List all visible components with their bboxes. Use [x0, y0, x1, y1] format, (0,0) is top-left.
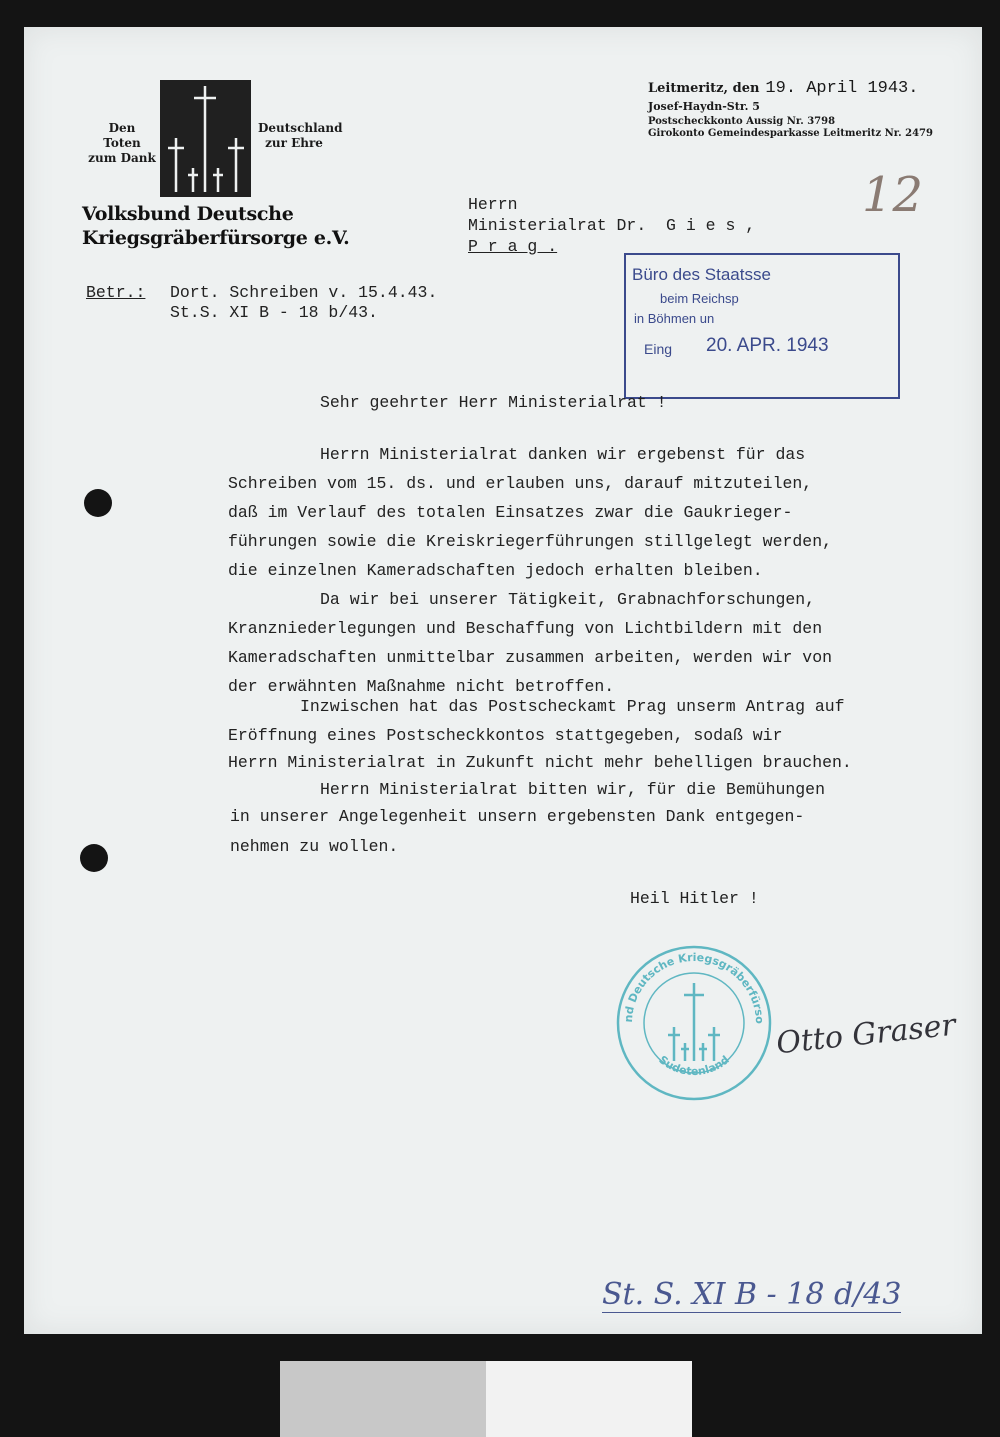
postscheck-account: Postscheckkonto Aussig Nr. 3798	[648, 116, 836, 127]
reference-line1: Dort. Schreiben v. 15.4.43.	[170, 283, 438, 302]
sender-address: Josef-Haydn-Str. 5	[648, 100, 760, 113]
body-line: die einzelnen Kameradschaften jedoch erhalten bleiben.	[228, 561, 763, 580]
organization-name	[82, 202, 349, 250]
round-stamp-bottom-text: Sudetenland	[656, 1053, 732, 1079]
organization-name-line1: Volksbund Deutsche	[82, 203, 294, 225]
letter-date: 19. April 1943.	[765, 79, 919, 98]
tagline-right: Deutschland zur Ehre	[258, 121, 343, 150]
organization-name-line2: Kriegsgräberfürsorge e.V.	[82, 227, 350, 249]
recipient-line3: P r a g .	[468, 237, 558, 256]
punch-hole	[84, 489, 112, 517]
receipt-stamp-date: 20. APR. 1943	[706, 335, 829, 356]
round-organization-stamp	[614, 943, 774, 1103]
punch-hole	[80, 844, 108, 872]
body-line: daß im Verlauf des totalen Einsatzes zwar die Gaukrieger-	[228, 503, 793, 522]
round-stamp-ring-text: nd Deutsche Kriegsgräberfürso	[621, 950, 767, 1025]
body-line: Herrn Ministerialrat bitten wir, für die Bemühungen	[320, 780, 825, 799]
body-line: Kranzniederlegungen und Beschaffung von Lichtbildern mit den	[228, 619, 823, 638]
body-line: nehmen zu wollen.	[230, 837, 399, 856]
place: Leitmeritz, den	[648, 81, 760, 96]
body-line: Kameradschaften unmittelbar zusammen arbeiten, werden wir von	[228, 648, 832, 667]
body-line: der erwähnten Maßnahme nicht betroffen.	[228, 677, 615, 696]
receipt-stamp	[624, 253, 900, 399]
handwritten-number: 12	[862, 167, 924, 223]
receipt-stamp-line1: Büro des Staatsse	[632, 265, 771, 284]
place-date-line	[648, 77, 918, 98]
body-line: in unserer Angelegenheit unsern ergebensten Dank entgegen-	[230, 807, 805, 826]
crosses-logo	[160, 80, 251, 197]
letter-sheet	[24, 27, 982, 1334]
reference-label: Betr.:	[86, 283, 146, 302]
gray-calibration-bar	[280, 1361, 486, 1437]
recipient-line2: Ministerialrat Dr. G i e s ,	[468, 216, 756, 235]
body-line: Eröffnung eines Postscheckkontos stattgegeben, sodaß wir	[228, 726, 783, 745]
body-line: Herrn Ministerialrat in Zukunft nicht mehr behelligen brauchen.	[228, 753, 852, 772]
reference-line2: St.S. XI B - 18 b/43.	[170, 303, 378, 322]
white-calibration-bar	[486, 1361, 692, 1437]
body-line: führungen sowie die Kreiskriegerführungen stillgelegt werden,	[228, 532, 832, 551]
recipient-line1: Herrn	[468, 195, 518, 214]
receipt-stamp-line2: beim Reichsp	[660, 291, 739, 306]
salutation: Sehr geehrter Herr Ministerialrat !	[320, 393, 667, 412]
signature: Otto Graser	[774, 1007, 958, 1062]
tagline-left: Den Toten zum Dank	[88, 121, 156, 165]
body-line: Inzwischen hat das Postscheckamt Prag unserm Antrag auf	[300, 697, 845, 716]
cross-icon	[668, 983, 720, 1061]
receipt-stamp-label: Eing	[644, 341, 673, 357]
file-reference: St. S. XI B - 18 d/43	[602, 1277, 902, 1312]
body-line: Schreiben vom 15. ds. und erlauben uns, darauf mitzuteilen,	[228, 474, 813, 493]
body-line: Da wir bei unserer Tätigkeit, Grabnachforschungen,	[320, 590, 816, 609]
closing: Heil Hitler !	[630, 889, 759, 908]
giro-account: Girokonto Gemeindesparkasse Leitmeritz Nr. 2479	[648, 128, 933, 139]
receipt-stamp-line3: in Böhmen un	[634, 311, 715, 326]
body-line: Herrn Ministerialrat danken wir ergebenst für das	[320, 445, 806, 464]
